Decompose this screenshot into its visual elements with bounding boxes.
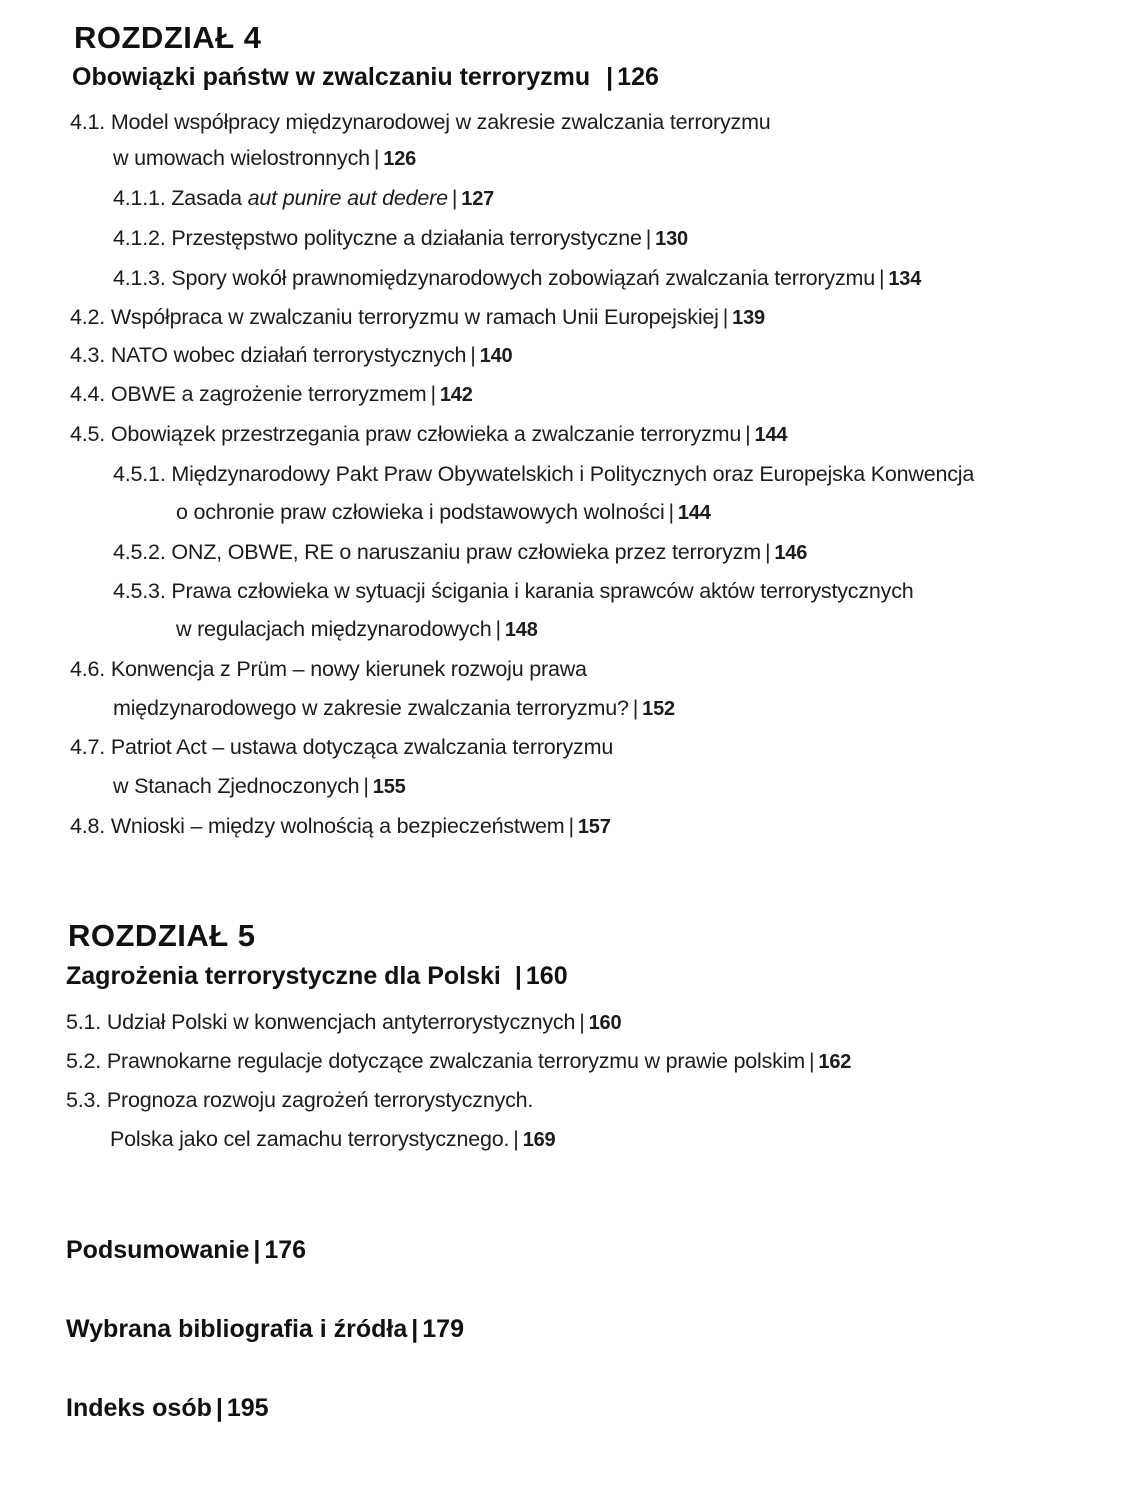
entry-title: Współpraca w zwalczaniu terroryzmu w ramach Unii Europejskiej: [110, 305, 719, 329]
entry-number: 4.4.: [70, 382, 106, 406]
entry-page: 127: [461, 188, 495, 210]
entry-title: Udział Polski w konwencjach antyterrorystycznych: [106, 1010, 576, 1034]
entry-number: 4.1.3.: [113, 266, 166, 290]
entry-title: Prawa człowieka w sytuacji ścigania i karania sprawców aktów terrorystycznych: [171, 579, 914, 603]
entry-title: Model współpracy międzynarodowej w zakresie zwalczania terroryzmu: [110, 110, 771, 134]
entry-page: 139: [732, 307, 765, 329]
chapter-4-title-text: Obowiązki państw w zwalczaniu terroryzmu: [72, 63, 591, 91]
entry-number: 5.1.: [66, 1010, 102, 1034]
separator: |: [514, 962, 522, 990]
separator: |: [645, 226, 652, 250]
toc-entry-4-1: [70, 104, 771, 140]
chapter-5-title-text: Zagrożenia terrorystyczne dla Polski: [66, 962, 501, 990]
toc-entry-4-6-cont: [113, 690, 675, 727]
toc-entry-4-7: [70, 729, 613, 765]
separator: |: [215, 1394, 223, 1422]
entry-page: 148: [504, 619, 538, 641]
entry-title: Obowiązek przestrzegania praw człowieka a zwalczanie terroryzmu: [110, 422, 742, 446]
entry-number: 4.8.: [70, 814, 106, 838]
chapter-5-page: 160: [525, 962, 568, 990]
entry-title: Konwencja z Prüm – nowy kierunek rozwoju prawa: [110, 657, 587, 681]
entry-page: 169: [522, 1129, 556, 1151]
toc-entry-4-5-3: [113, 573, 914, 609]
entry-title-cont: w umowach wielostronnych: [113, 146, 370, 170]
separator: |: [668, 500, 674, 524]
entry-number: 5.3.: [66, 1088, 102, 1112]
entry-page: 146: [774, 542, 808, 564]
separator: |: [809, 1049, 815, 1073]
entry-number: 4.5.1.: [113, 462, 166, 486]
entry-number: 4.1.: [70, 110, 106, 134]
separator: |: [411, 1315, 419, 1343]
entry-title-cont: międzynarodowego w zakresie zwalczania terroryzmu?: [113, 696, 629, 720]
entry-page: 130: [655, 228, 688, 250]
toc-entry-4-3: [70, 337, 512, 374]
toc-entry-4-5-2: [113, 534, 807, 571]
chapter-5-label: ROZDZIAŁ 5: [68, 918, 256, 953]
toc-entry-5-3: [66, 1082, 533, 1118]
entry-title: Prognoza rozwoju zagrożeń terrorystycznych.: [106, 1088, 534, 1112]
entry-number: 4.5.: [70, 422, 106, 446]
separator: |: [632, 696, 639, 720]
toc-entry-4-1-3: [113, 260, 921, 297]
entry-number: 4.7.: [70, 735, 106, 759]
entry-page: 134: [888, 268, 922, 290]
entry-title: Spory wokół prawnomiędzynarodowych zobowiązań zwalczania terroryzmu: [171, 266, 875, 290]
back-matter-page: 179: [422, 1315, 464, 1343]
separator: |: [745, 422, 751, 446]
separator: |: [495, 617, 501, 641]
chapter-5-title: [66, 962, 568, 991]
entry-page: 144: [677, 502, 711, 524]
entry-page: 157: [577, 816, 611, 838]
chapter-4-label: ROZDZIAŁ 4: [74, 20, 262, 55]
toc-entry-4-5: [70, 416, 787, 453]
entry-title: OBWE a zagrożenie terroryzmem: [110, 382, 427, 406]
separator: |: [568, 814, 574, 838]
entry-page: 126: [383, 148, 417, 170]
entry-title: Zasada: [171, 186, 248, 210]
toc-entry-4-6: [70, 651, 587, 687]
toc-entry-4-5-1-cont: [176, 494, 711, 531]
separator: |: [373, 146, 380, 170]
chapter-4-title: [72, 63, 659, 92]
separator: |: [606, 63, 614, 91]
entry-title-cont: w Stanach Zjednoczonych: [113, 774, 360, 798]
toc-entry-4-5-1: [113, 456, 974, 492]
toc-entry-4-1-cont: [113, 140, 416, 177]
toc-entry-5-3-cont: [110, 1121, 555, 1158]
entry-number: 4.1.2.: [113, 226, 166, 250]
chapter-4-page: 126: [617, 63, 659, 91]
toc-entry-4-1-1: [113, 180, 494, 217]
entry-page: 162: [818, 1051, 852, 1073]
entry-page: 160: [588, 1012, 622, 1034]
back-matter-page: 195: [226, 1394, 269, 1422]
entry-page: 152: [642, 698, 675, 720]
entry-number: 4.5.2.: [113, 540, 166, 564]
toc-entry-4-1-2: [113, 220, 688, 257]
separator: |: [878, 266, 885, 290]
separator: |: [363, 774, 369, 798]
separator: |: [764, 540, 771, 564]
entry-page: 155: [372, 776, 406, 798]
back-matter-title: Podsumowanie: [66, 1236, 250, 1264]
entry-title-cont: o ochronie praw człowieka i podstawowych wolności: [176, 500, 665, 524]
toc-entry-4-7-cont: [113, 768, 406, 805]
back-matter-bibliography: [66, 1315, 464, 1344]
separator: |: [513, 1127, 519, 1151]
separator: |: [579, 1010, 585, 1034]
back-matter-page: 176: [264, 1236, 307, 1264]
back-matter-summary: [66, 1236, 306, 1265]
entry-number: 4.2.: [70, 305, 106, 329]
entry-number: 5.2.: [66, 1049, 102, 1073]
toc-entry-5-2: [66, 1043, 851, 1080]
entry-title: NATO wobec działań terrorystycznych: [110, 343, 467, 367]
entry-title: Patriot Act – ustawa dotycząca zwalczania terroryzmu: [110, 735, 614, 759]
toc-entry-4-4: [70, 376, 473, 413]
entry-title: ONZ, OBWE, RE o naruszaniu praw człowieka przez terroryzm: [171, 540, 761, 564]
entry-number: 4.3.: [70, 343, 106, 367]
separator: |: [451, 186, 458, 210]
separator: |: [722, 305, 729, 329]
entry-page: 142: [439, 384, 473, 406]
toc-entry-5-1: [66, 1004, 621, 1041]
entry-number: 4.5.3.: [113, 579, 166, 603]
toc-entry-4-2: [70, 299, 765, 336]
toc-entry-4-5-3-cont: [176, 611, 538, 648]
entry-title: Przestępstwo polityczne a działania terrorystyczne: [171, 226, 642, 250]
entry-number: 4.6.: [70, 657, 106, 681]
entry-title-cont: w regulacjach międzynarodowych: [176, 617, 492, 641]
entry-title-italic: aut punire aut dedere: [247, 186, 448, 210]
entry-title: Prawnokarne regulacje dotyczące zwalczania terroryzmu w prawie polskim: [106, 1049, 806, 1073]
entry-page: 144: [754, 424, 788, 446]
entry-page: 140: [479, 345, 513, 367]
entry-title: Międzynarodowy Pakt Praw Obywatelskich i Politycznych oraz Europejska Konwencja: [171, 462, 975, 486]
entry-title-cont: Polska jako cel zamachu terrorystycznego.: [110, 1127, 510, 1151]
back-matter-title: Indeks osób: [66, 1394, 212, 1422]
back-matter-title: Wybrana bibliografia i źródła: [66, 1315, 408, 1343]
separator: |: [430, 382, 436, 406]
toc-entry-4-8: [70, 808, 611, 845]
entry-title: Wnioski – między wolnością a bezpieczeństwem: [110, 814, 565, 838]
entry-number: 4.1.1.: [113, 186, 166, 210]
separator: |: [253, 1236, 261, 1264]
separator: |: [470, 343, 476, 367]
back-matter-index: [66, 1394, 269, 1423]
